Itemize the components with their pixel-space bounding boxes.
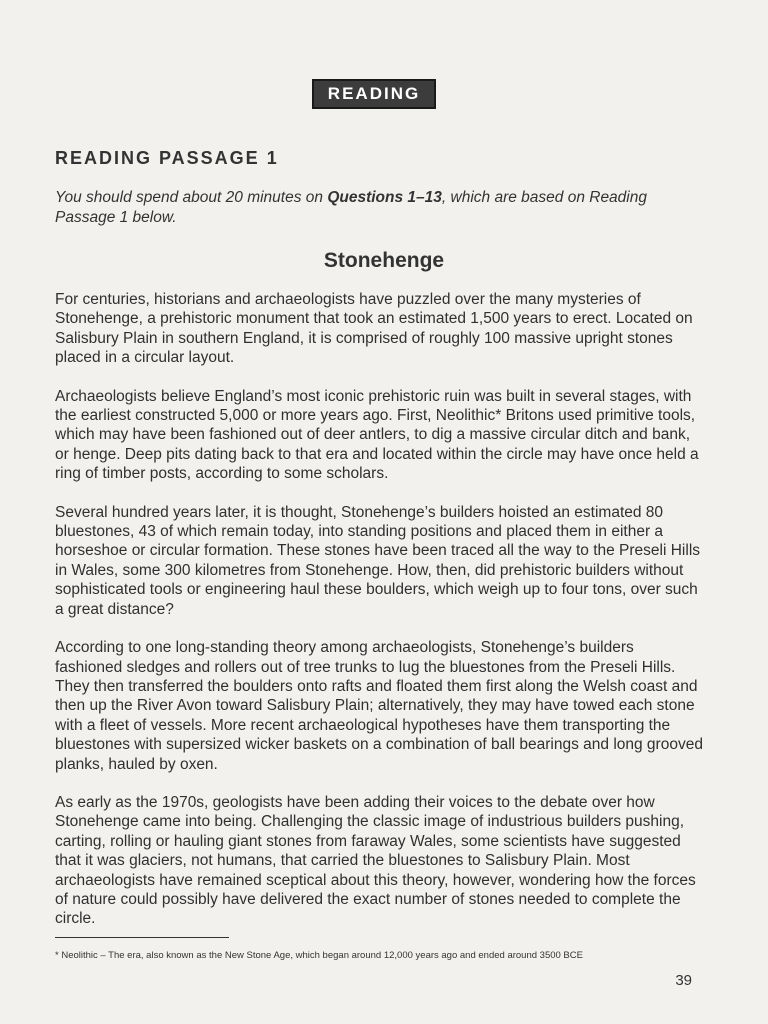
footnote-divider bbox=[55, 937, 229, 938]
instructions-post: , which are based on Reading Passage 1 below. bbox=[55, 189, 647, 226]
instructions bbox=[55, 188, 695, 228]
paragraph: According to one long-standing theory among archaeologists, Stonehenge’s builders fashioned sledges and rollers out of tree trunks to lug the bluestones from the Preseli Hills. They then transferred the boulders onto rafts and floated them first along the Welsh coast and then up the River Avon toward Salisbury Plain; alternatively, they may have towed each stone with a fleet of vessels. More recent archaeological hypotheses have them transporting the bluestones with supersized wicker baskets on a combination of ball bearings and long grooved planks, hauled by oxen. bbox=[55, 639, 703, 773]
article-body bbox=[55, 290, 705, 948]
instructions-pre: You should spend about 20 minutes on bbox=[55, 189, 328, 206]
page-number: 39 bbox=[675, 972, 692, 989]
article-title: Stonehenge bbox=[323, 249, 445, 272]
paragraph: As early as the 1970s, geologists have been adding their voices to the debate over how Stonehenge came into being. Challenging the classic image of industrious builders pushing, carting, rolling or hauling giant stones from faraway Wales, some scientists have suggested that it was glaciers, not humans, that carried the bluestones to Salisbury Plain. Most archaeologists have remained sceptical about this theory, however, wondering how the forces of nature could possibly have delivered the exact number of stones needed to complete the circle. bbox=[55, 793, 696, 928]
passage-heading: READING PASSAGE 1 bbox=[55, 148, 279, 168]
section-badge-label: READING bbox=[327, 84, 421, 103]
paragraph: Archaeologists believe England’s most iconic prehistoric ruin was built in several stages, with the earliest constructed 5,000 or more years ago. First, Neolithic* Britons used primitive tools, which may have been fashioned out of deer antlers, to dig a massive circular ditch and bank, or henge. Deep pits dating back to that era and located within the circle may have once held a ring of timber posts, according to some scholars. bbox=[55, 387, 699, 483]
instructions-questions: Questions 1–13 bbox=[327, 189, 442, 206]
section-badge bbox=[312, 79, 436, 109]
paragraph: Several hundred years later, it is thought, Stonehenge’s builders hoisted an estimated 80 bluestones, 43 of which remain today, into standing positions and placed them in either a horseshoe or circular formation. These stones have been traced all the way to the Preseli Hills in Wales, some 300 kilometres from Stonehenge. How, then, did prehistoric builders without sophisticated tools or engineering haul these boulders, which weigh up to four tons, over such a great distance? bbox=[55, 503, 701, 618]
paragraph: For centuries, historians and archaeologists have puzzled over the many mysteries of Stonehenge, a prehistoric monument that took an estimated 1,500 years to erect. Located on Salisbury Plain in southern England, it is comprised of roughly 100 massive upright stones placed in a circular layout. bbox=[55, 291, 693, 367]
footnote: * Neolithic – The era, also known as the New Stone Age, which began around 12,000 years ago and ended around 3500 BCE bbox=[55, 950, 583, 961]
